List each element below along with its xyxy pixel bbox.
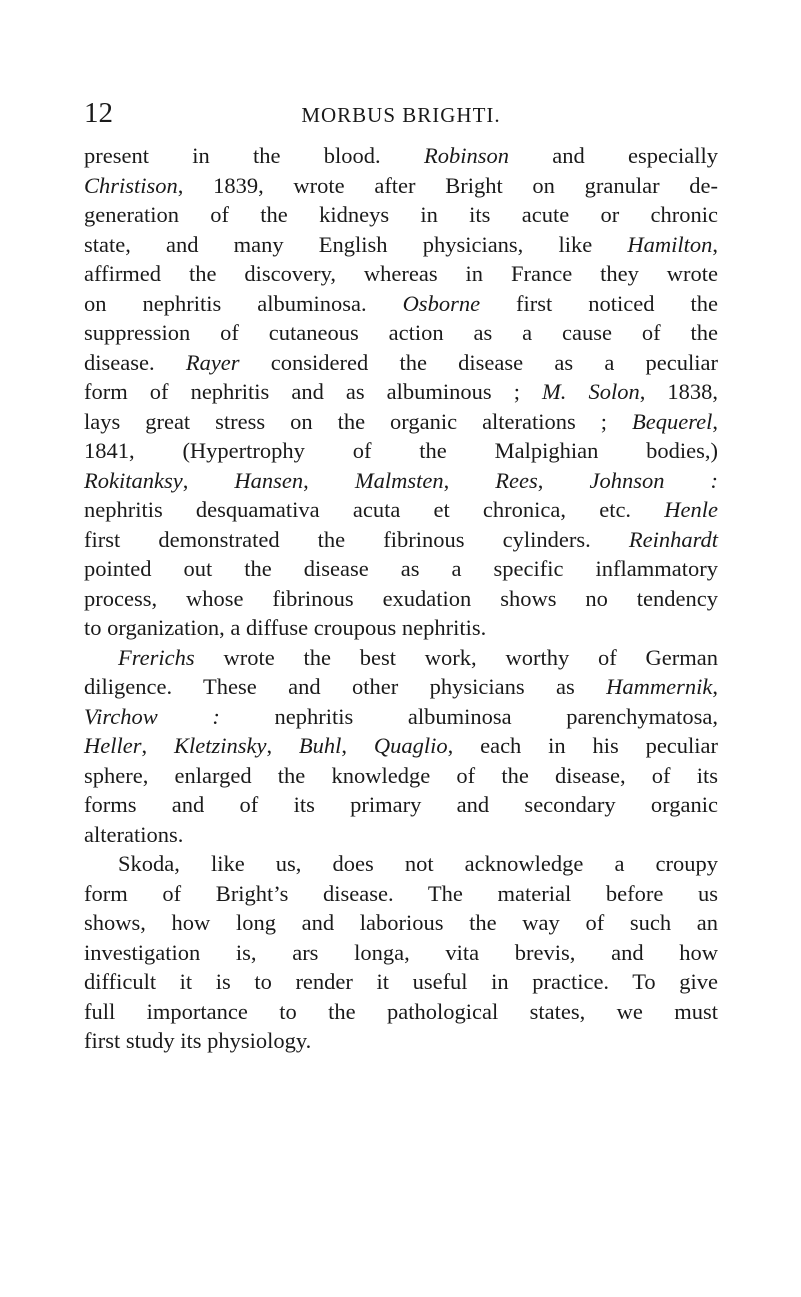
text-span: ,	[443, 467, 496, 493]
text-span: on nephritis albuminosa.	[84, 290, 403, 316]
text-line	[84, 790, 718, 820]
text-span: ,	[537, 467, 590, 493]
text-line	[84, 879, 718, 909]
italic-name: Heller	[84, 733, 142, 758]
text-span: investigation is, ars longa, vita brevis, and how	[84, 939, 718, 965]
text-span: first demonstrated the fibrinous cylinders.	[84, 526, 629, 552]
text-line	[84, 702, 718, 732]
text-span: present in the blood.	[84, 143, 424, 168]
text-span: forms and of its primary and secondary organic	[84, 792, 718, 817]
text-span: difficult it is to render it useful in practice. To give	[84, 969, 718, 994]
text-line	[84, 849, 718, 879]
italic-name: Bequerel	[631, 408, 713, 434]
running-title: MORBUS BRIGHTI.	[301, 103, 501, 127]
text-span: ,	[712, 231, 718, 257]
text-line	[84, 731, 718, 761]
text-span: nephritis albuminosa parenchymatosa,	[219, 703, 719, 729]
text-span: shows, how long and laborious the way of such an	[84, 910, 718, 935]
text-span: pointed out the disease as a specific inflammatory	[84, 556, 718, 581]
text-line	[84, 318, 718, 348]
text-line	[84, 348, 718, 378]
italic-name: Hansen	[234, 467, 304, 493]
text-line	[84, 289, 718, 319]
text-line	[84, 259, 718, 289]
text-span: nephritis desquamativa acuta et chronica, etc.	[84, 497, 665, 522]
text-span: full importance to the pathological states, we must	[84, 998, 718, 1024]
text-span: form of Bright’s disease. The material before us	[84, 880, 718, 906]
text-span: ,	[712, 674, 718, 699]
text-line	[84, 554, 718, 584]
text-span: ,	[341, 733, 374, 758]
page-number: 12	[84, 97, 113, 129]
italic-name: Frerichs	[118, 644, 195, 670]
text-span: ,	[266, 733, 299, 758]
text-line	[84, 967, 718, 997]
text-span: sphere, enlarged the knowledge of the disease, of its	[84, 762, 718, 788]
text-span: , 1839, wrote after Bright on granular de-	[177, 172, 718, 198]
text-line	[84, 643, 718, 673]
italic-name: Buhl	[298, 733, 342, 758]
italic-name: Reinhardt	[628, 526, 718, 552]
italic-name: Rees	[495, 467, 538, 493]
text-line	[84, 997, 718, 1027]
text-span: wrote the best work, worthy of German	[194, 644, 718, 670]
text-line	[84, 938, 718, 968]
italic-name: Quaglio	[373, 733, 448, 758]
text-span: , 1838,	[639, 379, 718, 404]
running-head	[84, 96, 718, 130]
text-line	[84, 495, 718, 525]
text-line	[84, 613, 718, 643]
italic-name: Hammernik	[606, 674, 713, 699]
text-line	[84, 584, 718, 614]
text-line	[84, 200, 718, 230]
italic-name: Henle	[664, 497, 718, 522]
italic-name: Malmsten	[354, 467, 444, 493]
text-line	[84, 230, 718, 260]
text-span: ,	[141, 733, 174, 758]
text-line	[84, 1026, 718, 1056]
text-span: suppression of cutaneous action as a cause of the	[84, 320, 718, 345]
text-span: , each in his peculiar	[447, 733, 719, 758]
text-span: considered the disease as a peculiar	[239, 349, 718, 375]
italic-name: Robinson	[423, 143, 509, 168]
text-line	[84, 171, 718, 201]
text-line	[84, 436, 718, 466]
text-line	[84, 908, 718, 938]
text-span: lays great stress on the organic alterations ;	[84, 408, 632, 434]
text-span: first noticed the	[480, 290, 718, 316]
text-span: ,	[712, 408, 718, 434]
italic-name: Rayer	[185, 349, 240, 375]
text-span: 1841, (Hypertrophy of the Malpighian bodies,)	[84, 438, 718, 463]
text-span: affirmed the discovery, whereas in France they wrote	[84, 261, 718, 286]
italic-name: Osborne	[402, 290, 481, 316]
body-text	[84, 141, 718, 1056]
text-line	[84, 141, 718, 171]
text-span: alterations.	[84, 821, 184, 847]
text-span: generation of the kidneys in its acute or chronic	[84, 202, 718, 227]
text-span: diligence. These and other physicians as	[84, 674, 607, 699]
text-line	[84, 672, 718, 702]
italic-name: Johnson :	[589, 467, 718, 493]
text-line	[84, 761, 718, 791]
italic-name: M. Solon	[542, 379, 640, 404]
text-span: first study its physiology.	[84, 1028, 312, 1053]
text-span: and especially	[508, 143, 718, 168]
text-span: form of nephritis and as albuminous ;	[84, 379, 543, 404]
italic-name: Hamilton	[627, 231, 713, 257]
italic-name: Kletzinsky	[173, 733, 267, 758]
text-span: disease.	[84, 349, 186, 375]
text-line	[84, 820, 718, 850]
text-span: to organization, a diffuse croupous nephritis.	[84, 615, 487, 640]
text-span: ,	[182, 467, 235, 493]
text-span: ,	[303, 467, 355, 493]
italic-name: Rokitanksy	[84, 467, 183, 493]
text-span: process, whose fibrinous exudation shows no tendency	[84, 585, 718, 611]
text-line	[84, 466, 718, 496]
text-line	[84, 377, 718, 407]
text-span: state, and many English physicians, like	[84, 231, 628, 257]
italic-name: Christison	[84, 172, 178, 198]
text-line	[84, 407, 718, 437]
text-span: Skoda, like us, does not acknowledge a croupy	[118, 851, 718, 876]
text-line	[84, 525, 718, 555]
italic-name: Virchow :	[84, 703, 220, 729]
